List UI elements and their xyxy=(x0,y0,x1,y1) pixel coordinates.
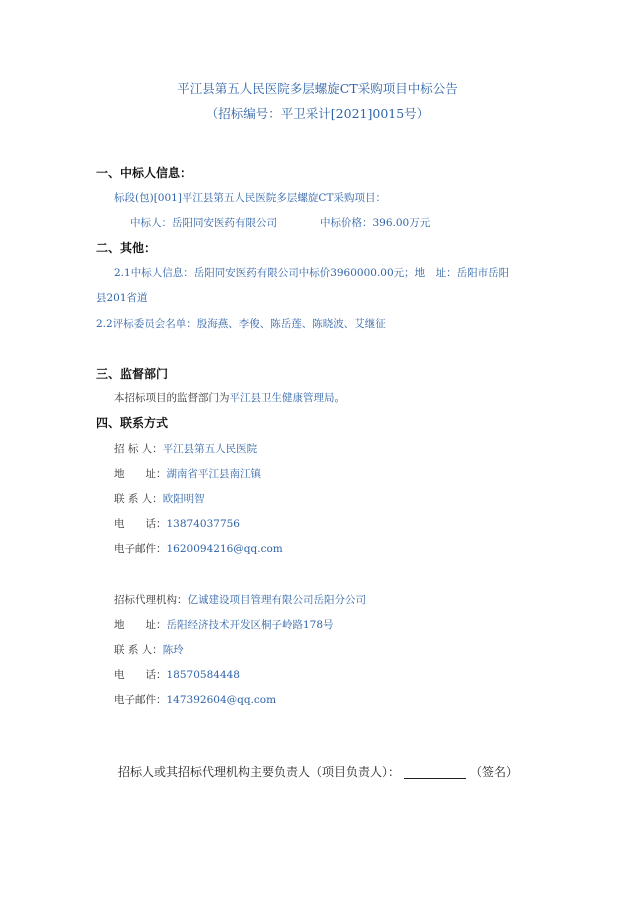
agency-address-row xyxy=(114,618,334,632)
agency-address-value: 岳阳经济技术开发区桐子岭路178号 xyxy=(166,619,334,631)
agency-phone-value: 18570584448 xyxy=(166,669,240,681)
tenderer-value: 平江县第五人民医院 xyxy=(162,443,258,455)
signature-line xyxy=(118,765,518,779)
agency-email-row xyxy=(114,693,276,707)
price-value: 396.00万元 xyxy=(372,217,431,229)
phone-value: 13874037756 xyxy=(166,518,240,530)
address-value: 湖南省平江县南江镇 xyxy=(166,468,261,480)
winner-line xyxy=(130,216,431,230)
tenderer-contact-row xyxy=(114,492,205,506)
page-subtitle: （招标编号：平卫采计[2021]0015号） xyxy=(205,106,430,121)
agency-email-label: 电子邮件： xyxy=(114,694,167,706)
price-group xyxy=(320,216,430,230)
lot-line: 标段(包)[001]平江县第五人民医院多层螺旋CT采购项目： xyxy=(114,192,386,204)
agency-label: 招标代理机构： xyxy=(114,594,188,606)
email-value[interactable]: 1620094216@qq.com xyxy=(166,543,283,555)
section-2-heading: 二、其他： xyxy=(96,241,157,255)
section-3-heading: 三、监督部门 xyxy=(96,367,169,381)
tenderer-phone-row xyxy=(114,517,240,531)
agency-contact-row xyxy=(114,643,184,657)
agency-contact-label: 联 系 人： xyxy=(114,644,163,656)
winner-label: 中标人： xyxy=(130,217,172,229)
supervision-text xyxy=(114,391,345,405)
price-label: 中标价格： xyxy=(320,217,373,229)
page-title: 平江县第五人民医院多层螺旋CT采购项目中标公告 xyxy=(177,81,458,96)
agency-address-label: 地 址： xyxy=(114,619,167,631)
agency-phone-row xyxy=(114,668,240,682)
agency-row xyxy=(114,593,366,607)
address-label: 地 址： xyxy=(114,468,167,480)
section-1-heading: 一、中标人信息： xyxy=(96,166,193,180)
agency-value: 亿诚建设项目管理有限公司岳阳分公司 xyxy=(187,594,366,606)
supervision-text-c: 。 xyxy=(334,392,345,404)
contact-label: 联 系 人： xyxy=(114,493,163,505)
contact-value: 欧阳明智 xyxy=(162,493,205,505)
signature-blank[interactable] xyxy=(404,766,466,779)
tenderer-row xyxy=(114,442,257,456)
other-item-1b: 县201省道 xyxy=(96,292,148,304)
tenderer-email-row xyxy=(114,542,283,556)
tenderer-address-row xyxy=(114,467,261,481)
agency-phone-label: 电 话： xyxy=(114,669,167,681)
other-item-1a: 2.1中标人信息：岳阳同安医药有限公司中标价3960000.00元；地 址：岳阳市岳阳 xyxy=(114,267,510,279)
section-4-heading: 四、联系方式 xyxy=(96,416,169,430)
other-item-2: 2.2评标委员会名单：殷海燕、李俊、陈岳莲、陈晓波、艾继征 xyxy=(96,318,386,330)
signature-label: 招标人或其招标代理机构主要负责人（项目负责人）： xyxy=(118,765,401,779)
email-label: 电子邮件： xyxy=(114,543,167,555)
agency-contact-value: 陈玲 xyxy=(162,644,184,656)
winner-name: 岳阳同安医药有限公司 xyxy=(172,217,277,229)
supervision-dept: 平江县卫生健康管理局 xyxy=(229,392,335,404)
agency-email-value[interactable]: 147392604@qq.com xyxy=(166,694,277,706)
signature-suffix: （签名） xyxy=(470,765,519,779)
phone-label: 电 话： xyxy=(114,518,167,530)
supervision-text-a: 本招标项目的监督部门为 xyxy=(114,392,230,404)
tenderer-label: 招 标 人： xyxy=(114,443,163,455)
